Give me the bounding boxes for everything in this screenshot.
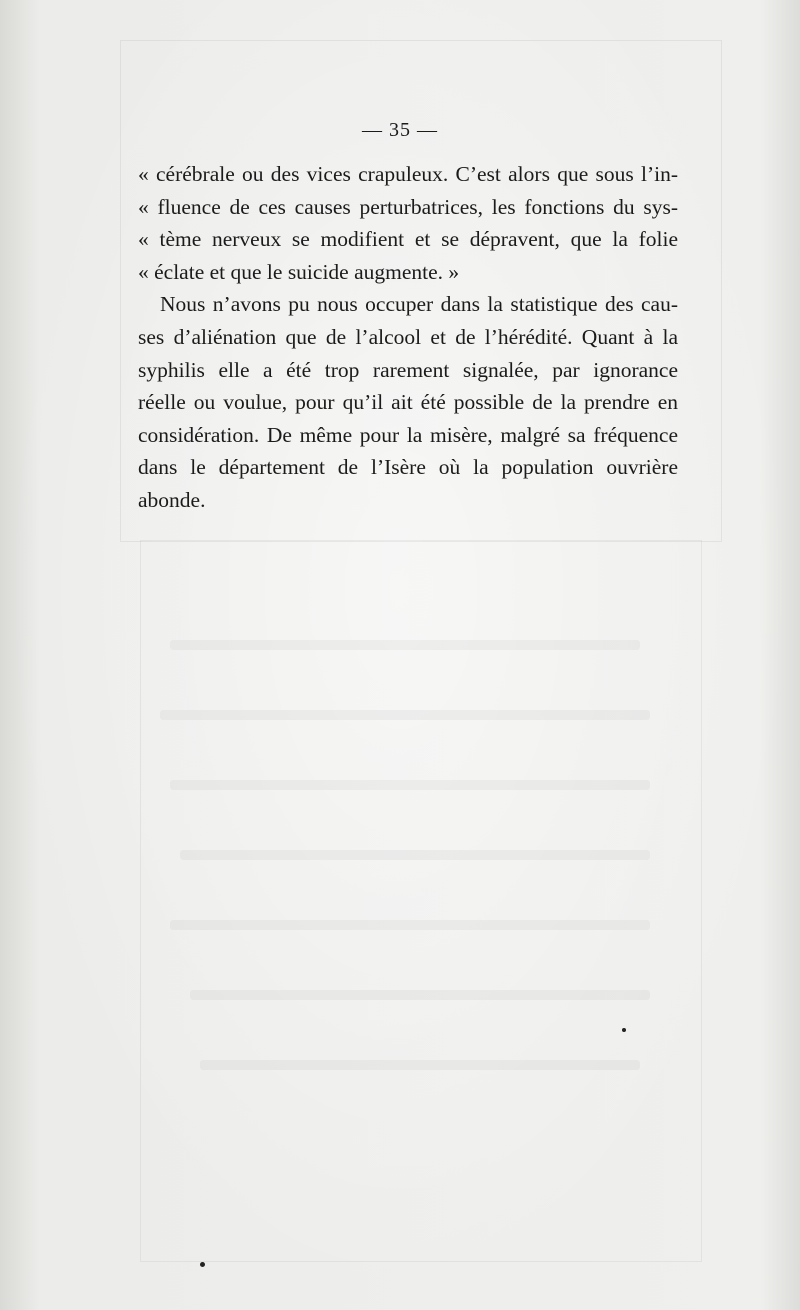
- show-through-line: [170, 640, 640, 650]
- show-through-line: [180, 850, 650, 860]
- text-line: Nous n’avons pu nous occuper dans la statistique des cau-: [160, 292, 678, 317]
- text-line: dans le département de l’Isère où la population ouvrière: [138, 455, 678, 480]
- text-line: ses d’aliénation que de l’alcool et de l’hérédité. Quant à la: [138, 324, 678, 349]
- text-line: réelle ou voulue, pour qu’il ait été possible de la prendre en: [138, 390, 678, 415]
- text-line: « tème nerveux se modifient et se dépravent, que la folie: [138, 227, 678, 252]
- show-through-line: [170, 920, 650, 930]
- page-number: — 35 —: [362, 119, 438, 141]
- ink-speck: [622, 1028, 626, 1032]
- text-line: syphilis elle a été trop rarement signalée, par ignorance: [138, 357, 678, 382]
- show-through-line: [190, 990, 650, 1000]
- body-text: [138, 158, 678, 517]
- text-line: « éclate et que le suicide augmente. »: [138, 259, 460, 284]
- text-line: « cérébrale ou des vices crapuleux. C’est alors que sous l’in-: [138, 162, 678, 186]
- show-through-line: [160, 710, 650, 720]
- text-line: « fluence de ces causes perturbatrices, les fonctions du sys-: [138, 194, 678, 219]
- show-through-line: [200, 1060, 640, 1070]
- show-through-line: [170, 780, 650, 790]
- ink-speck: [200, 1262, 205, 1267]
- text-line: abonde.: [138, 487, 206, 512]
- text-line: considération. De même pour la misère, malgré sa fréquence: [138, 422, 678, 447]
